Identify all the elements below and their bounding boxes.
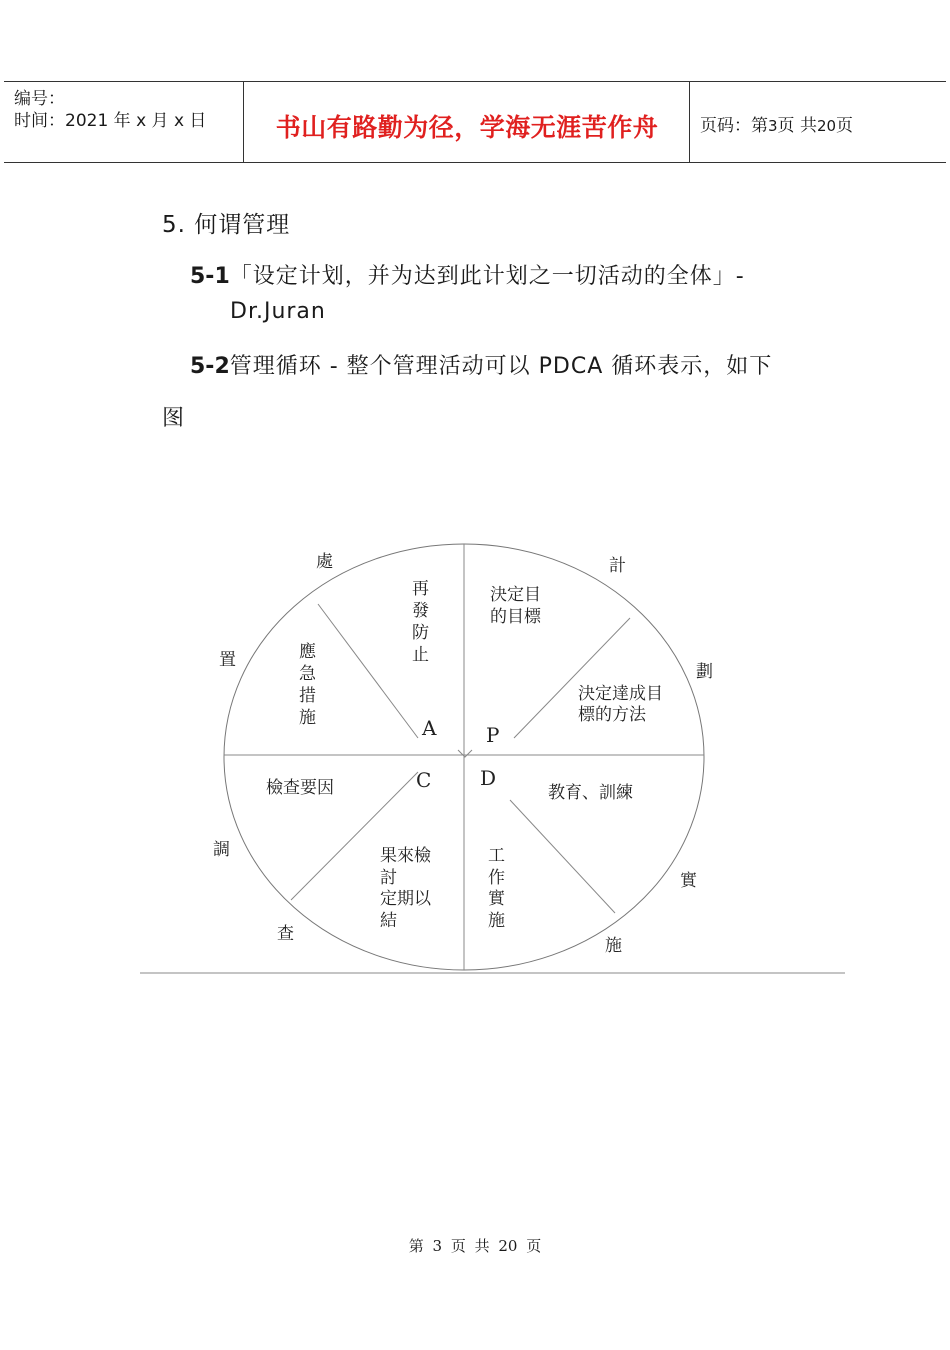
header-motto: 书山有路勤为径，学海无涯苦作舟 xyxy=(275,113,659,142)
sector-jieguo-jiantao xyxy=(380,846,432,931)
svg-text:定期以: 定期以 xyxy=(380,889,431,909)
number-label: 编号： xyxy=(14,89,65,109)
diagonal-line xyxy=(510,800,615,913)
svg-text:決定達成目: 決定達成目 xyxy=(578,684,663,704)
svg-text:發: 發 xyxy=(412,601,429,621)
item-text: 「设定计划，并为达到此计划之一切活动的全体」- xyxy=(229,264,745,289)
page-footer: 第 3 页 共 20 页 xyxy=(408,1237,542,1255)
item-number: 5-2 xyxy=(190,354,230,379)
item-text: 管理循环 - 整个管理活动可以 PDCA 循环表示，如下 xyxy=(229,354,773,379)
svg-text:標的方法: 標的方法 xyxy=(578,705,646,725)
svg-text:施: 施 xyxy=(488,911,505,931)
sector-zaifa-fangzhi xyxy=(412,579,429,665)
outer-label-diao: 調 xyxy=(213,840,230,860)
outer-label-cha: 查 xyxy=(277,924,294,944)
diagonal-line xyxy=(318,604,418,738)
item-number: 5-1 xyxy=(190,264,230,289)
time-label: 时间：2021 年 x 月 x 日 xyxy=(14,111,207,131)
sector-yingji-cuoshi xyxy=(299,642,317,728)
outer-label-shi: 實 xyxy=(680,871,697,891)
outer-label-zhi: 置 xyxy=(219,650,236,670)
svg-text:施: 施 xyxy=(299,708,316,728)
outer-label-hua: 劃 xyxy=(696,662,713,682)
outer-label-shi2: 施 xyxy=(605,936,622,956)
sector-jiancha-yaoyin: 檢查要因 xyxy=(266,778,334,798)
letter-d: D xyxy=(480,766,497,790)
header-page-number: 3 xyxy=(768,117,778,135)
svg-text:止: 止 xyxy=(412,645,429,665)
letter-c: C xyxy=(416,768,432,792)
sector-dacheng-fangfa xyxy=(578,684,663,725)
svg-text:工: 工 xyxy=(488,846,505,866)
center-arrow-icon xyxy=(458,750,472,757)
outer-label-ji: 計 xyxy=(609,556,626,576)
svg-text:再: 再 xyxy=(412,579,429,599)
svg-text:防: 防 xyxy=(412,623,429,643)
footer-page-number: 3 xyxy=(432,1237,443,1255)
item-5-1-continuation: Dr.Juran xyxy=(230,299,326,324)
sector-gongzuo-shishi xyxy=(488,846,506,931)
sector-jiaoyu-xunlian: 教育、訓練 xyxy=(548,783,633,803)
svg-text:決定目: 決定目 xyxy=(490,585,541,605)
header-page-indicator: 页码：第3页 共20页 xyxy=(700,116,854,136)
svg-text:結: 結 xyxy=(380,911,397,931)
svg-text:應: 應 xyxy=(299,642,316,662)
svg-text:措: 措 xyxy=(299,686,316,706)
letter-p: P xyxy=(486,723,500,747)
svg-text:作: 作 xyxy=(488,868,505,888)
svg-text:討: 討 xyxy=(380,868,397,888)
section-heading: 5. 何谓管理 xyxy=(162,212,291,238)
svg-text:實: 實 xyxy=(488,889,505,909)
item-5-2-continuation: 图 xyxy=(162,406,186,431)
letter-a: A xyxy=(422,716,437,740)
footer-page-total: 20 xyxy=(498,1237,518,1255)
header-page-total: 20 xyxy=(816,117,837,135)
sector-jueding-mubiao xyxy=(490,585,542,627)
outer-label-chu: 處 xyxy=(316,552,333,572)
svg-text:果來檢: 果來檢 xyxy=(380,846,431,866)
svg-text:急: 急 xyxy=(299,664,316,684)
svg-text:的目標: 的目標 xyxy=(490,607,541,627)
